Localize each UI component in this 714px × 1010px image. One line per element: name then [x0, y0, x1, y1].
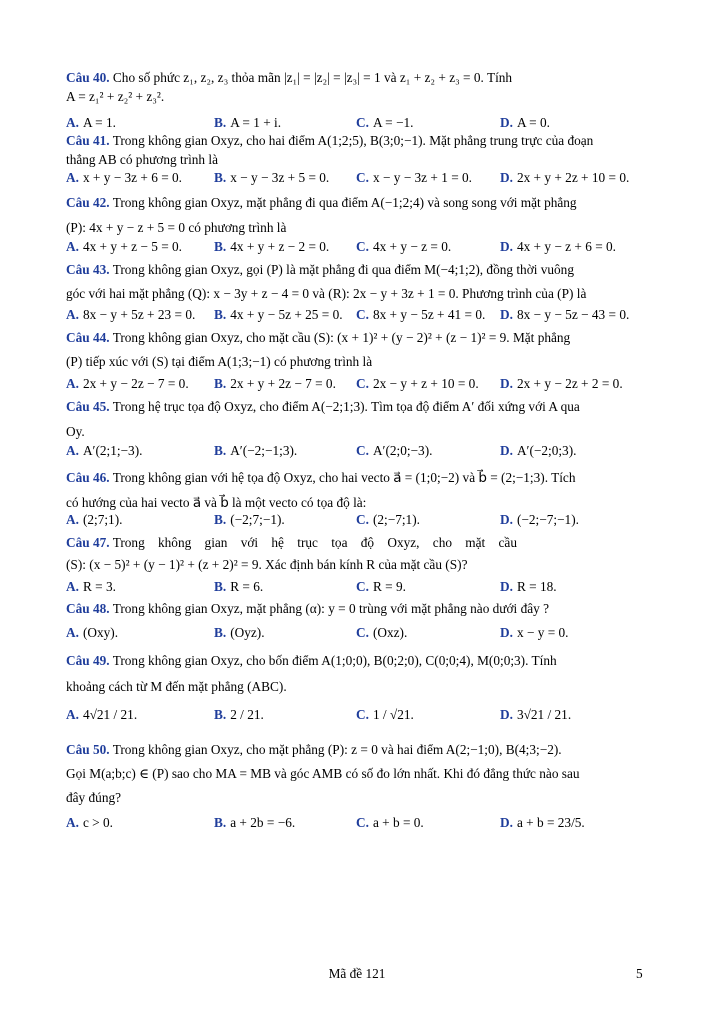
question-text: Trong hệ trục tọa độ Oxyz, cho điểm A(−2;1;3). Tìm tọa độ điểm A′ đối xứng với A qua	[112, 399, 580, 414]
option-b[interactable]: B. R = 6.	[214, 579, 264, 594]
option-b[interactable]: B. A′(−2;−1;3).	[214, 443, 298, 458]
options-42	[66, 237, 648, 256]
question-text: góc với hai mặt phẳng (Q): x − 3y + z − 4 = 0 và (R): 2x − y + 3z + 1 = 0. Phương trình của (P) là	[66, 286, 587, 301]
option-c[interactable]: C. 1 / √21.	[356, 707, 414, 722]
question-text: khoảng cách từ M đến mặt phẳng (ABC).	[66, 679, 287, 694]
options-46	[66, 510, 648, 529]
options-41	[66, 168, 648, 187]
question-49	[66, 648, 648, 700]
option-a[interactable]: A. 4√21 / 21.	[66, 707, 138, 722]
question-text: Trong không gian Oxyz, cho hai điểm A(1;2;5), B(3;0;−1). Mặt phẳng trung trực của đoạn	[112, 133, 594, 148]
question-number: Câu 41.	[66, 133, 110, 148]
question-text: Trong không gian Oxyz, mặt phẳng đi qua điểm A(−1;2;4) và song song với mặt phẳng	[112, 195, 577, 210]
options-49	[66, 700, 648, 730]
options-43	[66, 305, 648, 324]
question-number: Câu 43.	[66, 262, 110, 277]
options-48	[66, 623, 648, 642]
question-text: Trong không gian với hệ tọa độ Oxyz, cho hai vecto a⃗ = (1;0;−2) và b⃗ = (2;−1;3). Tích	[112, 470, 576, 485]
question-45	[66, 394, 648, 444]
option-b[interactable]: B. a + 2b = −6.	[214, 815, 296, 830]
question-number: Câu 49.	[66, 653, 110, 668]
question-text: Trong không gian Oxyz, cho bốn điểm A(1;0;0), B(0;2;0), C(0;0;4), M(0;0;3). Tính	[112, 653, 557, 668]
question-text: Trong không gian Oxyz, cho mặt cầu (S): (x + 1)² + (y − 2)² + (z − 1)² = 9. Mặt phẳng	[112, 330, 571, 345]
question-43	[66, 258, 648, 306]
option-a[interactable]: A. x + y − 3z + 6 = 0.	[66, 170, 182, 185]
option-b[interactable]: B. 4x + y + z − 2 = 0.	[214, 239, 330, 254]
options-40	[66, 113, 648, 132]
question-text: có hướng của hai vecto a⃗ và b⃗ là một vecto có tọa độ là:	[66, 495, 367, 510]
option-b[interactable]: B. x − y − 3z + 5 = 0.	[214, 170, 330, 185]
options-45	[66, 441, 648, 460]
option-a[interactable]: A. A′(2;1;−3).	[66, 443, 143, 458]
option-c[interactable]: C. (2;−7;1).	[356, 512, 420, 527]
option-c[interactable]: C. A = −1.	[356, 115, 414, 130]
option-c[interactable]: C. 8x + y − 5z + 41 = 0.	[356, 307, 486, 322]
question-text: Trong không gian Oxyz, cho mặt phẳng (P): z = 0 và hai điểm A(2;−1;0), B(4;3;−2).	[112, 742, 562, 757]
question-text: A = z₁² + z₂² + z₃².	[66, 89, 165, 104]
question-number: Câu 47.	[66, 535, 110, 550]
question-text: thẳng AB có phương trình là	[66, 152, 218, 167]
option-d[interactable]: D. x − y = 0.	[500, 625, 569, 640]
option-b[interactable]: B. 2x + y + 2z − 7 = 0.	[214, 376, 336, 391]
question-text: Trong không gian Oxyz, gọi (P) là mặt phẳng đi qua điểm M(−4;1;2), đồng thời vuông	[112, 262, 574, 277]
question-text: (P) tiếp xúc với (S) tại điểm A(1;3;−1) có phương trình là	[66, 354, 373, 369]
option-a[interactable]: A. (Oxy).	[66, 625, 119, 640]
question-48	[66, 598, 648, 620]
option-c[interactable]: C. 4x + y − z = 0.	[356, 239, 452, 254]
option-c[interactable]: C. a + b = 0.	[356, 815, 424, 830]
question-44	[66, 326, 648, 374]
option-a[interactable]: A. c > 0.	[66, 815, 113, 830]
options-44	[66, 374, 648, 393]
question-number: Câu 45.	[66, 399, 110, 414]
question-number: Câu 44.	[66, 330, 110, 345]
option-b[interactable]: B. A = 1 + i.	[214, 115, 282, 130]
option-d[interactable]: D. A′(−2;0;3).	[500, 443, 577, 458]
option-a[interactable]: A. R = 3.	[66, 579, 116, 594]
exam-code: Mã đề 121	[328, 966, 386, 981]
option-d[interactable]: D. 2x + y − 2z + 2 = 0.	[500, 376, 623, 391]
question-text: Gọi M(a;b;c) ∈ (P) sao cho MA = MB và góc AMB có số đo lớn nhất. Khi đó đẳng thức nào sau	[66, 766, 580, 781]
option-a[interactable]: A. 4x + y + z − 5 = 0.	[66, 239, 182, 254]
option-b[interactable]: B. (Oyz).	[214, 625, 265, 640]
question-40	[66, 68, 648, 106]
option-b[interactable]: B. 2 / 21.	[214, 707, 264, 722]
option-b[interactable]: B. (−2;7;−1).	[214, 512, 285, 527]
option-c[interactable]: C. 2x − y + z + 10 = 0.	[356, 376, 479, 391]
question-text: Trong không gian với hệ trục tọa độ Oxyz, cho mặt cầu	[112, 535, 517, 550]
question-number: Câu 40.	[66, 70, 110, 85]
question-text: (S): (x − 5)² + (y − 1)² + (z + 2)² = 9. Xác định bán kính R của mặt cầu (S)?	[66, 557, 468, 572]
option-d[interactable]: D. 4x + y − z + 6 = 0.	[500, 239, 616, 254]
page-number: 5	[636, 966, 643, 981]
question-text: Trong không gian Oxyz, mặt phẳng (α): y = 0 trùng với mặt phẳng nào dưới đây ?	[112, 601, 549, 616]
option-a[interactable]: A. 2x + y − 2z − 7 = 0.	[66, 376, 189, 391]
question-number: Câu 50.	[66, 742, 110, 757]
option-a[interactable]: A. (2;7;1).	[66, 512, 123, 527]
option-d[interactable]: D. 3√21 / 21.	[500, 707, 572, 722]
option-d[interactable]: D. (−2;−7;−1).	[500, 512, 579, 527]
option-a[interactable]: A. A = 1.	[66, 115, 116, 130]
question-41	[66, 131, 648, 169]
question-number: Câu 48.	[66, 601, 110, 616]
option-d[interactable]: D. a + b = 23/5.	[500, 815, 585, 830]
question-text: Oy.	[66, 424, 85, 439]
option-c[interactable]: C. R = 9.	[356, 579, 406, 594]
option-b[interactable]: B. 4x + y − 5z + 25 = 0.	[214, 307, 343, 322]
option-d[interactable]: D. R = 18.	[500, 579, 557, 594]
option-a[interactable]: A. 8x − y + 5z + 23 = 0.	[66, 307, 196, 322]
question-47	[66, 532, 648, 576]
question-text: Cho số phức z₁, z₂, z₃ thỏa mãn |z₁| = |z₂| = |z₃| = 1 và z₁ + z₂ + z₃ = 0. Tính	[112, 70, 513, 85]
question-number: Câu 46.	[66, 470, 110, 485]
option-c[interactable]: C. (Oxz).	[356, 625, 408, 640]
option-d[interactable]: D. 8x − y − 5z − 43 = 0.	[500, 307, 630, 322]
option-c[interactable]: C. A′(2;0;−3).	[356, 443, 433, 458]
question-42	[66, 190, 648, 240]
question-46	[66, 465, 648, 515]
option-d[interactable]: D. 2x + y + 2z + 10 = 0.	[500, 170, 630, 185]
option-d[interactable]: D. A = 0.	[500, 115, 550, 130]
options-50	[66, 808, 648, 838]
question-text: (P): 4x + y − z + 5 = 0 có phương trình là	[66, 220, 287, 235]
options-47	[66, 577, 648, 596]
question-text: đây đúng?	[66, 790, 122, 805]
question-50	[66, 738, 648, 810]
option-c[interactable]: C. x − y − 3z + 1 = 0.	[356, 170, 472, 185]
question-number: Câu 42.	[66, 195, 110, 210]
